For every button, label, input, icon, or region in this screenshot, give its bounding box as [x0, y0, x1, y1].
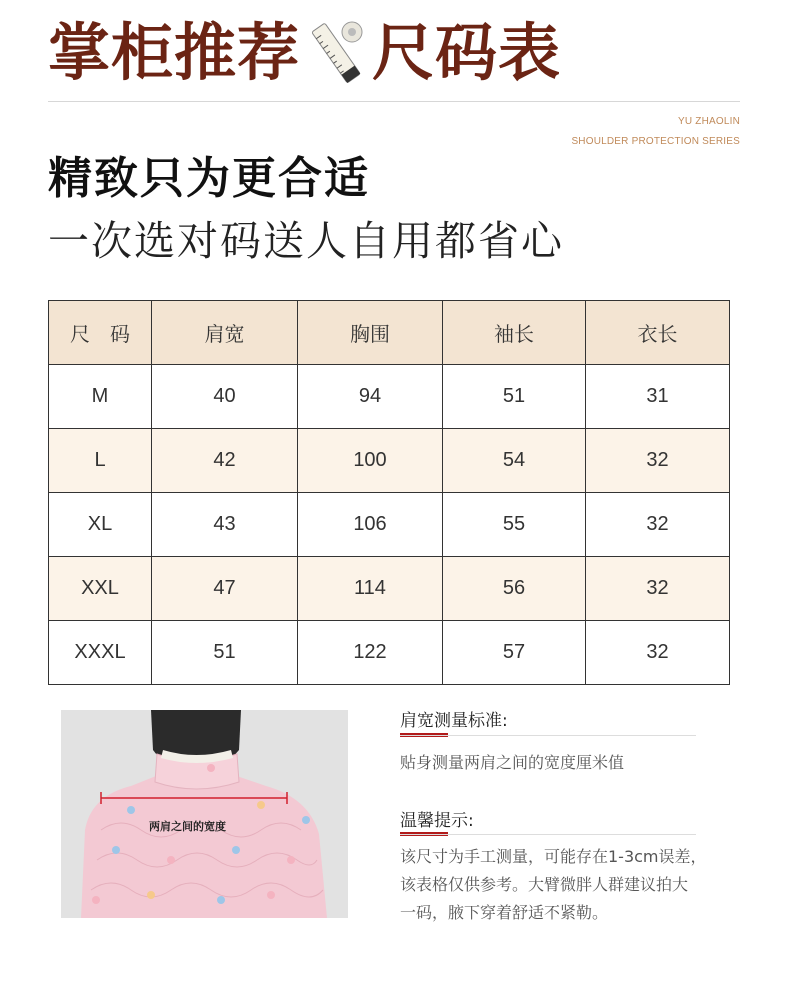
page-title [48, 8, 561, 98]
tips-line-1: 该尺寸为手工测量，可能存在1-3cm误差， [400, 847, 707, 866]
table-cell: L [49, 429, 152, 493]
table-row [49, 493, 730, 557]
header-length: 衣长 [586, 301, 730, 365]
measure-title: 肩宽测量标准: [400, 711, 508, 731]
table-row [49, 557, 730, 621]
table-cell: 54 [443, 429, 586, 493]
table-cell: 51 [152, 621, 298, 685]
table-cell: 32 [586, 557, 730, 621]
tips-line-2: 该表格仅供参考。大臂微胖人群建议拍大 [400, 875, 689, 894]
brand-name: YU ZHAOLIN [677, 116, 740, 127]
tips-divider [400, 834, 696, 835]
tips-text [400, 843, 740, 927]
slogan-sub: 一次选对码送人自用都省心 [48, 217, 564, 265]
table-cell: 55 [443, 493, 586, 557]
header-chest: 胸围 [298, 301, 443, 365]
table-cell: 40 [152, 365, 298, 429]
measure-caption: 两肩之间的宽度 [149, 820, 226, 833]
table-cell: 42 [152, 429, 298, 493]
table-cell: 122 [298, 621, 443, 685]
table-cell: 94 [298, 365, 443, 429]
header-shoulder: 肩宽 [152, 301, 298, 365]
table-cell: 31 [586, 365, 730, 429]
brand-series: SHOULDER PROTECTION SERIES [571, 136, 740, 147]
tips-line-3: 一码，腋下穿着舒适不紧勒。 [400, 903, 609, 922]
table-row [49, 365, 730, 429]
garment-illustration [61, 710, 348, 918]
table-cell: 56 [443, 557, 586, 621]
tips-title: 温馨提示: [400, 811, 474, 831]
table-cell: XXXL [49, 621, 152, 685]
table-header-row [49, 301, 730, 365]
table-cell: XL [49, 493, 152, 557]
table-cell: 57 [443, 621, 586, 685]
header-sleeve: 袖长 [443, 301, 586, 365]
table-cell: 43 [152, 493, 298, 557]
table-cell: 100 [298, 429, 443, 493]
table-cell: 32 [586, 429, 730, 493]
table-row [49, 621, 730, 685]
shoulder-measure-photo [61, 710, 348, 918]
measure-text: 贴身测量两肩之间的宽度厘米值 [400, 753, 625, 772]
table-cell: 51 [443, 365, 586, 429]
size-table [48, 300, 730, 685]
header-divider [48, 101, 740, 102]
table-cell: 106 [298, 493, 443, 557]
slogan-main: 精致只为更合适 [48, 153, 370, 204]
table-cell: 32 [586, 621, 730, 685]
title-left: 掌柜推荐 [48, 16, 301, 89]
measuring-tape-icon [306, 18, 366, 88]
table-cell: M [49, 365, 152, 429]
measure-divider [400, 735, 696, 736]
title-right: 尺码表 [372, 16, 562, 89]
table-cell: 47 [152, 557, 298, 621]
table-cell: 32 [586, 493, 730, 557]
header-size: 尺 码 [49, 301, 152, 365]
table-row [49, 429, 730, 493]
table-cell: XXL [49, 557, 152, 621]
table-cell: 114 [298, 557, 443, 621]
